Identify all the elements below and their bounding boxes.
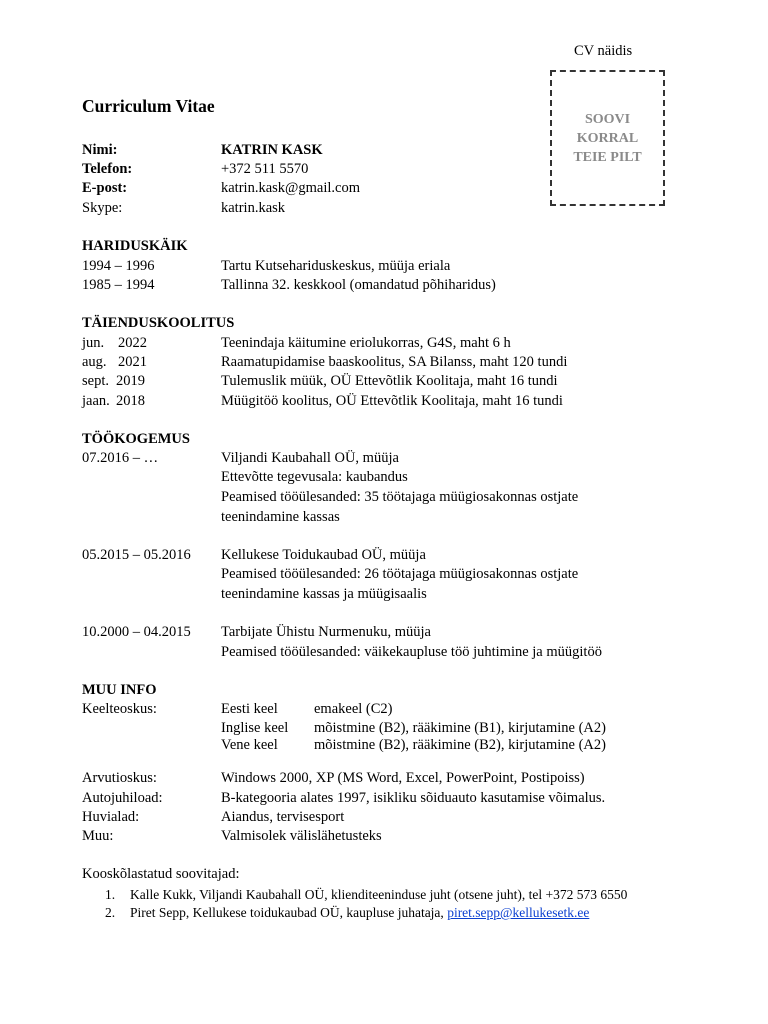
- photo-text-line: KORRAL: [576, 130, 639, 146]
- language-level: emakeel (C2): [314, 701, 393, 717]
- job-line: Peamised tööülesanded: väikekaupluse töö juhtimine ja müügitöö: [221, 644, 602, 660]
- other-value: Valmisolek välislähetusteks: [221, 828, 382, 844]
- reference-text: Piret Sepp, Kellukese toidukaubad OÜ, kaupluse juhataja,: [130, 905, 448, 920]
- contact-value-email: katrin.kask@gmail.com: [221, 180, 360, 196]
- training-text: Tulemuslik müük, OÜ Ettevõtlik Koolitaja, maht 16 tundi: [221, 373, 558, 389]
- training-month: aug.: [82, 354, 107, 370]
- contact-value-phone: +372 511 5570: [221, 161, 309, 177]
- contact-label-skype: Skype:: [82, 200, 123, 216]
- other-value: Windows 2000, XP (MS Word, Excel, PowerPoint, Postipoiss): [221, 770, 585, 786]
- education-period: 1985 – 1994: [82, 277, 155, 293]
- training-month: jun.: [82, 335, 105, 351]
- photo-text-line: TEIE PILT: [573, 149, 642, 165]
- training-year: 2021: [118, 354, 147, 370]
- job-period: 10.2000 – 04.2015: [82, 624, 191, 640]
- reference-text: Kalle Kukk, Viljandi Kaubahall OÜ, klienditeeninduse juht (otsene juht), tel +372 573 6550: [130, 887, 628, 902]
- language-name: Inglise keel: [221, 720, 289, 736]
- job-line: Ettevõtte tegevusala: kaubandus: [221, 469, 408, 485]
- job-line: Viljandi Kaubahall OÜ, müüja: [221, 450, 399, 466]
- training-year: 2022: [118, 335, 147, 351]
- training-month: sept.: [82, 373, 109, 389]
- contact-label-phone: Telefon:: [82, 161, 133, 177]
- other-value: Aiandus, tervisesport: [221, 809, 345, 825]
- job-line: teenindamine kassas: [221, 509, 340, 525]
- other-label: Autojuhiload:: [82, 790, 163, 806]
- contact-label-email: E-post:: [82, 180, 128, 196]
- training-month: jaan.: [82, 393, 110, 409]
- photo-text-line: SOOVI: [584, 111, 631, 127]
- training-text: Raamatupidamise baaskoolitus, SA Bilanss, maht 120 tundi: [221, 354, 568, 370]
- other-label: Arvutioskus:: [82, 770, 157, 786]
- job-line: Tarbijate Ühistu Nurmenuku, müüja: [221, 624, 431, 640]
- training-text: Müügitöö koolitus, OÜ Ettevõtlik Koolitaja, maht 16 tundi: [221, 393, 563, 409]
- job-line: Kellukese Toidukaubad OÜ, müüja: [221, 547, 426, 563]
- reference-number: 2.: [105, 905, 116, 920]
- section-heading-experience: TÖÖKOGEMUS: [82, 431, 190, 447]
- contact-value-name: KATRIN KASK: [221, 142, 323, 158]
- photo-placeholder: [550, 70, 665, 206]
- reference-email-link[interactable]: piret.sepp@kellukesetk.ee: [447, 905, 590, 920]
- section-heading-education: HARIDUSKÄIK: [82, 238, 188, 254]
- cv-tag: CV näidis: [574, 43, 633, 59]
- section-heading-training: TÄIENDUSKOOLITUS: [82, 315, 235, 331]
- education-period: 1994 – 1996: [82, 258, 155, 274]
- other-value: B-kategooria alates 1997, isikliku sõiduauto kasutamise võimalus.: [221, 790, 606, 806]
- contact-value-skype: katrin.kask: [221, 200, 286, 216]
- references-heading: Kooskõlastatud soovitajad:: [82, 866, 240, 882]
- other-label: Huvialad:: [82, 809, 140, 825]
- job-period: 07.2016 – …: [82, 450, 159, 466]
- page-title: Curriculum Vitae: [82, 96, 215, 116]
- education-text: Tallinna 32. keskkool (omandatud põhiharidus): [221, 277, 496, 293]
- training-year: 2018: [116, 393, 145, 409]
- reference-item: [130, 903, 589, 922]
- training-year: 2019: [116, 373, 145, 389]
- job-line: Peamised tööülesanded: 35 töötajaga müügiosakonnas ostjate: [221, 489, 579, 505]
- job-line: Peamised tööülesanded: 26 töötajaga müügiosakonnas ostjate: [221, 566, 579, 582]
- section-heading-other: MUU INFO: [82, 682, 157, 698]
- job-line: teenindamine kassas ja müügisaalis: [221, 586, 427, 602]
- contact-label-name: Nimi:: [82, 142, 118, 158]
- language-name: Eesti keel: [221, 701, 278, 717]
- education-text: Tartu Kutsehariduskeskus, müüja eriala: [221, 258, 451, 274]
- languages-label: Keelteoskus:: [82, 701, 157, 717]
- language-level: mõistmine (B2), rääkimine (B2), kirjutamine (A2): [314, 737, 606, 753]
- language-level: mõistmine (B2), rääkimine (B1), kirjutamine (A2): [314, 720, 606, 736]
- training-text: Teenindaja käitumine eriolukorras, G4S, maht 6 h: [221, 335, 511, 351]
- language-name: Vene keel: [221, 737, 278, 753]
- reference-number: 1.: [105, 887, 116, 902]
- other-label: Muu:: [82, 828, 114, 844]
- job-period: 05.2015 – 05.2016: [82, 547, 191, 563]
